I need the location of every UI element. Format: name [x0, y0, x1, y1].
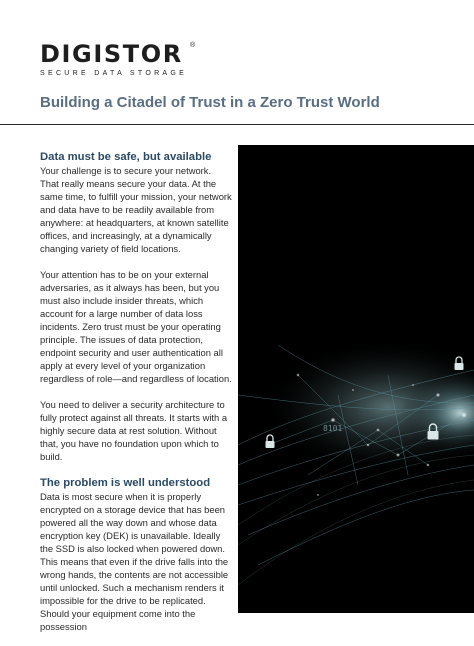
body-paragraph: Data is most secure when it is properly encrypted on a storage device that has been powered all the way down and whose data encryption key (DEK) is unavailable. Ideally the SSD is also locked when powered down. This means that even if the drive falls into the wrong hands, the contents are not accessible until unlocked. Such a mechanism renders it impossible for the drive to be replicated. Should your equipment come into the possession	[40, 491, 229, 632]
section-heading: The problem is well understood	[40, 477, 211, 489]
header-divider	[0, 124, 474, 125]
body-paragraph: Your attention has to be on your external adversaries, as it always has been, but you must also include insider threats, which account for a large number of data loss incidents. Zero trust must be your operating principle. The issues of data protection, endpoint security and user authentication all apply at every level of your organization regardless of role—and regardless of location.	[40, 269, 232, 384]
network-illustration	[238, 145, 474, 613]
brand-name: DIGISTOR	[40, 40, 183, 68]
binary-text: 8101	[323, 424, 343, 433]
section-heading: Data must be safe, but available	[40, 151, 212, 163]
body-paragraph: You need to deliver a security architecture to fully protect against all threats. It starts with a highly secure data at rest solution. Without that, you have no foundation upon which to build.	[40, 399, 228, 462]
registered-mark: ®	[190, 42, 196, 49]
body-paragraph: Your challenge is to secure your network. That really means secure your data. At the same time, to fulfill your mission, your network and data have to be readily available from anywhere: at headquarters, at known satellite offices, and increasingly, at a dynamically changing variety of field locations.	[40, 165, 232, 254]
brand-tagline: SECURE DATA STORAGE	[40, 70, 188, 77]
body-text-column	[40, 150, 232, 646]
document-title: Building a Citadel of Trust in a Zero Trust World	[40, 94, 380, 111]
network-security-image	[238, 145, 474, 613]
brand-logo	[40, 40, 196, 77]
